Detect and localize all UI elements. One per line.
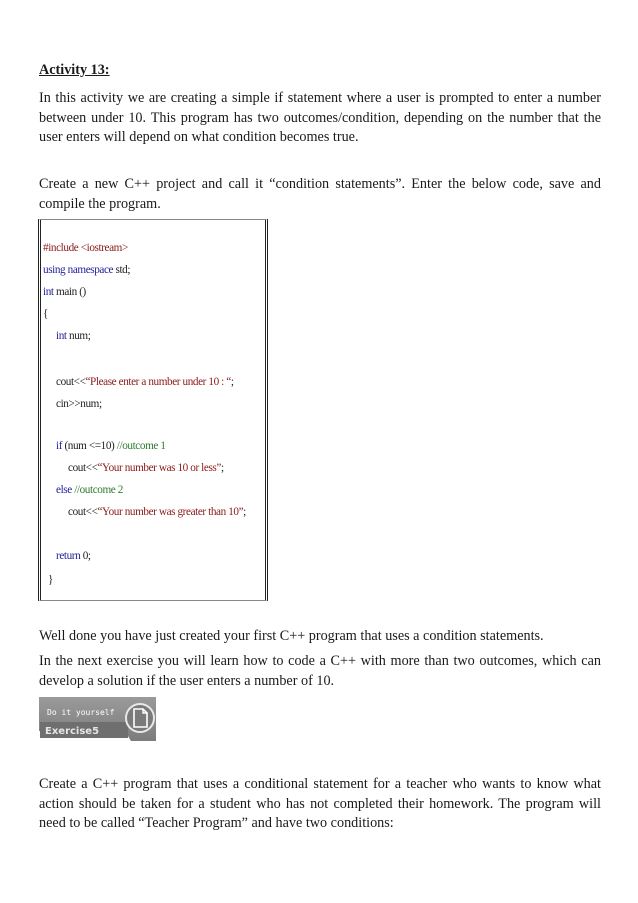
statement-end: ; — [230, 376, 234, 388]
outcome-1-comment: //outcome 1 — [116, 440, 166, 452]
code-line-main — [43, 286, 86, 298]
using-keyword: using namespace — [43, 264, 114, 276]
cout-operator: cout<< — [56, 376, 86, 388]
badge-bottom-text: Exercise5 — [45, 726, 100, 737]
return-value: 0; — [80, 550, 91, 562]
code-line-outcome-2 — [68, 506, 246, 518]
create-project-paragraph: Create a new C++ project and call it “condition statements”. Enter the below code, save and compile the program. — [39, 176, 601, 212]
next-exercise-paragraph: In the next exercise you will learn how to code a C++ with more than two outcomes, which can develop a solution if the user enters a number of 10. — [39, 653, 601, 689]
cout-operator: cout<< — [68, 506, 98, 518]
outcome-2-string: “Your number was greater than 10” — [97, 506, 244, 518]
code-line-return — [56, 550, 91, 562]
activity-heading: Activity 13: — [39, 62, 110, 78]
statement-end: ; — [243, 506, 246, 518]
if-keyword: if — [56, 440, 63, 452]
main-signature: main () — [53, 286, 86, 298]
declaration-rest: num; — [66, 330, 91, 342]
intro-paragraph: In this activity we are creating a simple if statement where a user is prompted to enter a number between under 10. This program has two outcomes/condition, depending on the number that the user enters will depend on what condition becomes true. — [39, 90, 601, 145]
code-line-open-brace: { — [43, 308, 48, 320]
int-keyword: int — [43, 286, 54, 298]
badge-graphic — [39, 697, 156, 741]
code-line-else — [56, 484, 123, 496]
badge-top-text: Do it yourself — [47, 708, 115, 717]
code-line-outcome-1 — [68, 462, 224, 474]
cout-operator: cout<< — [68, 462, 98, 474]
statement-end: ; — [220, 462, 224, 474]
if-condition: (num <=10) — [62, 440, 117, 452]
well-done-paragraph: Well done you have just created your first C++ program that uses a condition statements. — [39, 628, 544, 644]
code-line-close-brace: } — [48, 574, 53, 586]
code-line-using — [43, 264, 130, 276]
else-keyword: else — [56, 484, 72, 496]
code-line-if — [56, 440, 166, 452]
prompt-string: “Please enter a number under 10 : “ — [85, 376, 231, 388]
code-listing — [38, 219, 268, 601]
outcome-1-string: “Your number was 10 or less” — [97, 462, 221, 474]
using-rest: std; — [113, 264, 131, 276]
return-keyword: return — [56, 550, 81, 562]
code-line-prompt — [56, 376, 234, 388]
code-line-declaration — [56, 330, 90, 342]
code-line-input: cin>>num; — [56, 398, 102, 410]
code-line-include — [43, 242, 128, 254]
include-directive: #include — [43, 242, 79, 254]
include-header: <iostream> — [80, 242, 128, 254]
outcome-2-comment: //outcome 2 — [71, 484, 123, 496]
do-it-yourself-badge — [39, 697, 156, 741]
teacher-program-paragraph: Create a C++ program that uses a conditional statement for a teacher who wants to know what action should be taken for a student who has not completed their homework. The program will need to be called “Teacher Program” and have two conditions: — [39, 776, 601, 831]
int-keyword: int — [56, 330, 67, 342]
